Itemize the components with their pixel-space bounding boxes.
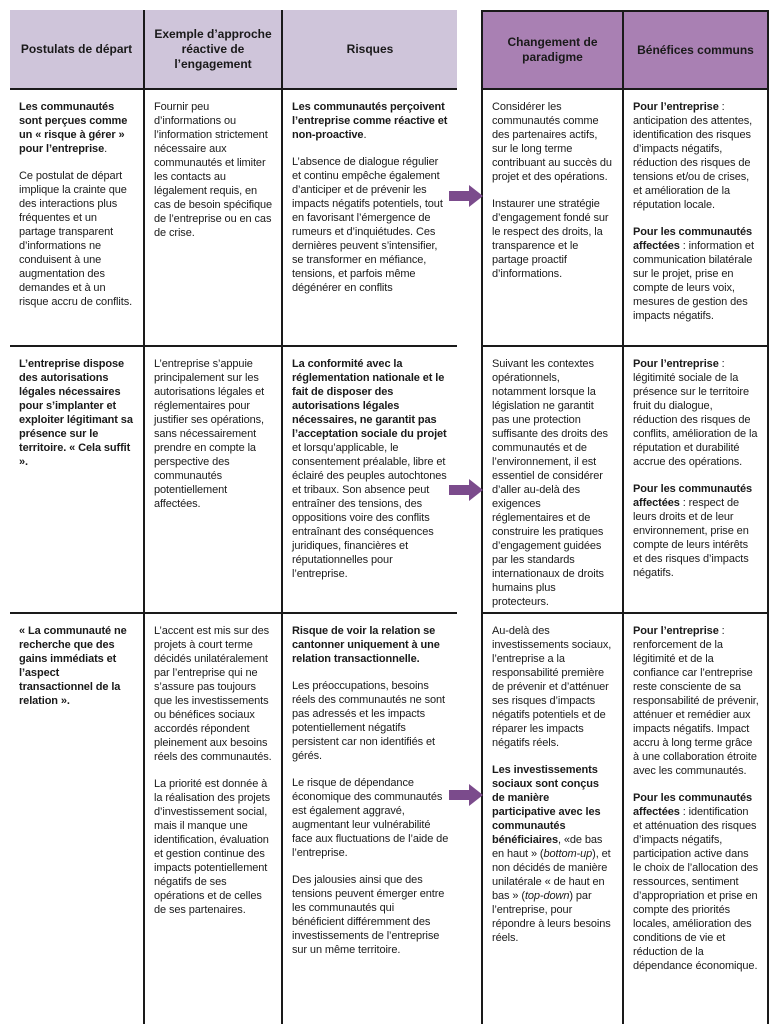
cell-row3-benefices: Pour l’entreprise : renforcement de la légitimité et de la confiance car l’entreprise reste consciente de sa responsabilité de prévenir, atténuer et remédier aux impacts négatifs. Impact accru à long terme grâce à une collaboration étroite avec les communautés. Pour les communautés affectées : identification et atténuation des risques d’impacts négatifs, participation active dans le choix de l’allocation des ressources, sentiment d’appropriation et prise en compte des priorités locales, amélioration des conditions de vie et réduction de la dépendance économique. (624, 612, 769, 1024)
cell-row2-risques: La conformité avec la réglementation nationale et le fait de disposer des autorisations légales nécessaires, ne garantit pas l’acceptation sociale du projet et lorsqu’applicable, le consentement préalable, libre et éclairé des peuples autochtones et tribaux. Son absence peut entraîner des tensions, des oppositions voire des conflits entraînant des conséquences juridiques, financières et réputationnelles pour l’entreprise. (283, 345, 457, 612)
gutter-row1 (457, 90, 481, 345)
cell-row3-exemple: L’accent est mis sur des projets à court terme décidés unilatéralement par l’entreprise qui ne s’assure pas toujours que les investissements ou bénéfices sociaux accordés répondent pleinement aux besoins réels des communautés. La priorité est donnée à la réalisation des projets d’investissement social, mais il manque une identification, évaluation et gestion continue des impacts potentiellement négatifs de ses opérations et de celles de ses partenaires. (145, 612, 283, 1024)
header-risques: Risques (283, 10, 457, 90)
arrow-right-icon (449, 185, 483, 207)
cell-row1-risques: Les communautés perçoivent l’entreprise comme réactive et non-proactive. L’absence de dialogue régulier et continu empêche également d’anticiper et de prévenir les impacts négatifs potentiels, tout en favorisant l’émergence de rumeurs et d’inquiétudes. Ces dernières peuvent s’intensifier, se transformer en méfiance, tensions, et parfois même dégénérer en conflits (292, 101, 448, 294)
cell-row1-postulat: Les communautés sont perçues comme un « risque à gérer » pour l’entreprise. Ce postulat de départ implique la crainte que des interactions plus fréquentes et un partage transparent d’informations ne conduisent à une augmentation des demandes et à un risque accru de conflits. (10, 90, 145, 345)
header-benefices: Bénéfices communs (624, 10, 769, 90)
comparison-table (10, 10, 779, 1024)
gutter-row3 (457, 612, 481, 1024)
cell-row3-risques: Risque de voir la relation se cantonner uniquement à une relation transactionnelle. Les préoccupations, besoins réels des communautés ne sont pas adressés et les impacts potentiellement négatifs persistent car non identifiés et gérés. Le risque de dépendance économique des communautés est également aggravé, augmentant leur vulnérabilité face aux fluctuations de l’aide de l’entreprise. Des jalousies ainsi que des tensions peuvent émerger entre les communautés qui bénéficient différemment des investissements de l’entreprise sur un même territoire. (283, 612, 457, 1024)
cell-row2-changement: Suivant les contextes opérationnels, notamment lorsque la législation ne garantit pas une protection suffisante des droits des communautés et de l’environnement, il est essentiel de considérer d’aller au-delà des exigences réglementaires et de construire les pratiques d’engagement guidées par les standards internationaux de droits humains plus protecteurs. (481, 345, 624, 612)
gutter-row2 (457, 345, 481, 612)
cell-row2-postulat: L’entreprise dispose des autorisations légales nécessaires pour s’implanter et exploiter légitimant sa présence sur le territoire. « Cela suffit ». (10, 345, 145, 612)
cell-row3-changement: Au-delà des investissements sociaux, l’entreprise a la responsabilité première de prévenir et d’atténuer ses risques d’impacts négatifs potentiels et de réparer les impacts négatifs réels. Les investissements sociaux sont conçus de manière participative avec les communautés bénéficiaires, «de bas en haut » (bottom-up), et non décidés de manière unilatérale « de haut en bas » (top-down) par l’entreprise, pour répondre à leurs besoins réels. (481, 612, 624, 1024)
cell-row1-exemple: Fournir peu d’informations ou l’information strictement nécessaire aux communautés et limiter les contacts au légalement requis, en cas de besoin spécifique de l’entreprise ou en cas de crise. (145, 90, 283, 345)
cell-row2-exemple: L’entreprise s’appuie principalement sur les autorisations légales et réglementaires pour justifier ses opérations, sans nécessairement prendre en compte la perspective des communautés potentiellement affectées. (145, 345, 283, 612)
header-gutter (457, 10, 481, 90)
cell-row1-changement: Considérer les communautés comme des partenaires actifs, sur le long terme contribuant au succès du projet et des opérations. Instaurer une stratégie d’engagement fondé sur le respect des droits, la transparence et le partage proactif d’informations. (481, 90, 624, 345)
cell-row2-benefices: Pour l’entreprise : légitimité sociale de la présence sur le territoire fruit du dialogue, réduction des risques de conflits, amélioration de la réputation et durabilité accrue des opérations. Pour les communautés affectées : respect de leurs droits et de leur environnement, prise en compte de leurs intérêts et des risques d’impacts négatifs. (624, 345, 769, 612)
arrow-right-icon (449, 479, 483, 501)
header-changement: Changement de paradigme (481, 10, 624, 90)
arrow-right-icon (449, 784, 483, 806)
cell-row3-postulat: « La communauté ne recherche que des gains immédiats et l’aspect transactionnel de la relation ». (10, 612, 145, 1024)
header-exemple: Exemple d’approche réactive de l’engagement (145, 10, 283, 90)
header-postulats: Postulats de départ (10, 10, 145, 90)
cell-row1-benefices: Pour l’entreprise : anticipation des attentes, identification des risques d’impacts négatifs, réduction des risques de tensions et/ou de crises, et amélioration de la réputation locale. Pour les communautés affectées : information et communication bilatérale sur le projet, prise en compte de leurs voix, mesures de gestion des impacts négatifs. (624, 90, 769, 345)
